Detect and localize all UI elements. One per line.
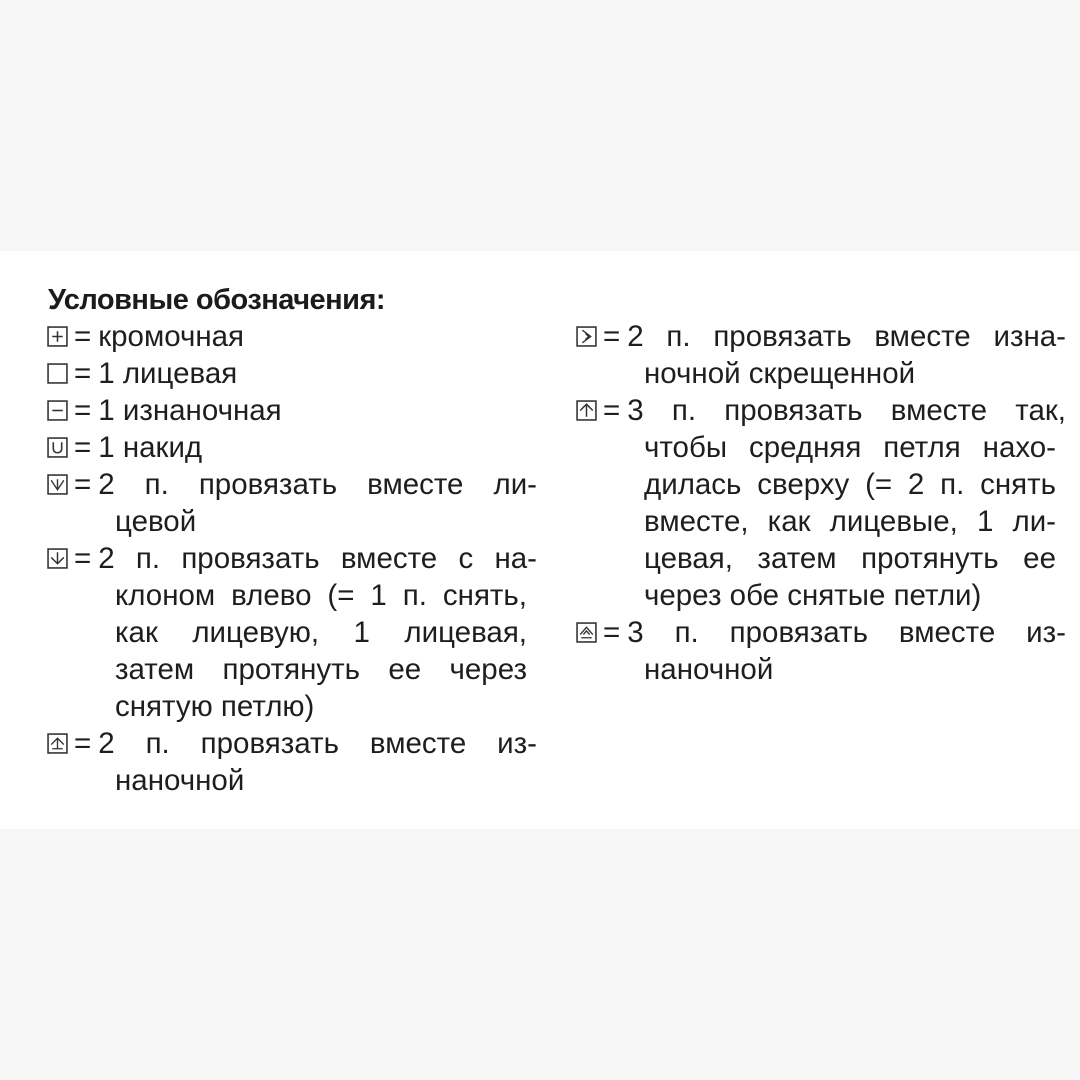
centered-double-decrease-icon [576,400,597,421]
equals-sign: = [74,542,92,575]
legend-text: затем протянуть ее через [115,653,527,686]
legend-text: чтобы средняя петля нахо- [644,431,1056,464]
legend-column-left [47,318,537,799]
equals-sign: = [74,320,92,353]
legend-text: кромочная [98,320,245,353]
legend-column-right [576,318,1066,688]
legend-entry-k2tog [47,466,537,540]
legend-entry-selvedge [47,318,537,355]
legend-text: 2 п. провязать вместе из- [98,727,537,760]
legend-text: 2 п. провязать вместе изна- [627,320,1066,353]
legend-title: Условные обозначения: [48,284,386,316]
legend-text: 3 п. провязать вместе из- [627,616,1066,649]
legend-text: через обе снятые петли) [644,579,982,612]
legend-text: клоном влево (= 1 п. снять, [115,579,527,612]
legend-text: наночной [644,653,774,686]
legend-entry-centered-decrease [576,392,1066,614]
equals-sign: = [74,394,92,427]
legend-text: 1 изнаночная [98,394,282,427]
yarn-over-icon [47,437,68,458]
legend-text: ночной скрещенной [644,357,916,390]
legend-text: снятую петлю) [115,690,315,723]
selvedge-stitch-icon [47,326,68,347]
legend-text: 2 п. провязать вместе с на- [98,542,537,575]
purl-stitch-icon [47,400,68,421]
equals-sign: = [74,468,92,501]
legend-text: цевой [115,505,197,538]
equals-sign: = [603,616,621,649]
legend-entry-knit [47,355,537,392]
legend-entry-p2tog [47,725,537,799]
legend-text: наночной [115,764,245,797]
legend-text: как лицевую, 1 лицевая, [115,616,527,649]
equals-sign: = [74,431,92,464]
p3tog-icon [576,622,597,643]
legend-entry-p2tog-tbl [576,318,1066,392]
legend-text: вместе, как лицевые, 1 ли- [644,505,1056,538]
legend-entry-yarn-over [47,429,537,466]
legend-text: цевая, затем протянуть ее [644,542,1056,575]
legend-entry-k2tog-left [47,540,537,725]
equals-sign: = [74,357,92,390]
p2tog-icon [47,733,68,754]
equals-sign: = [603,320,621,353]
legend-entry-purl [47,392,537,429]
legend-entry-p3tog [576,614,1066,688]
k2tog-icon [47,474,68,495]
knit-stitch-icon [47,363,68,384]
legend-text: 2 п. провязать вместе ли- [98,468,537,501]
legend-text: дилась сверху (= 2 п. снять [644,468,1056,501]
k2tog-left-slant-icon [47,548,68,569]
equals-sign: = [74,727,92,760]
p2tog-tbl-icon [576,326,597,347]
legend-text: 1 накид [98,431,203,464]
legend-text: 3 п. провязать вместе так, [627,394,1066,427]
legend-text: 1 лицевая [98,357,238,390]
equals-sign: = [603,394,621,427]
